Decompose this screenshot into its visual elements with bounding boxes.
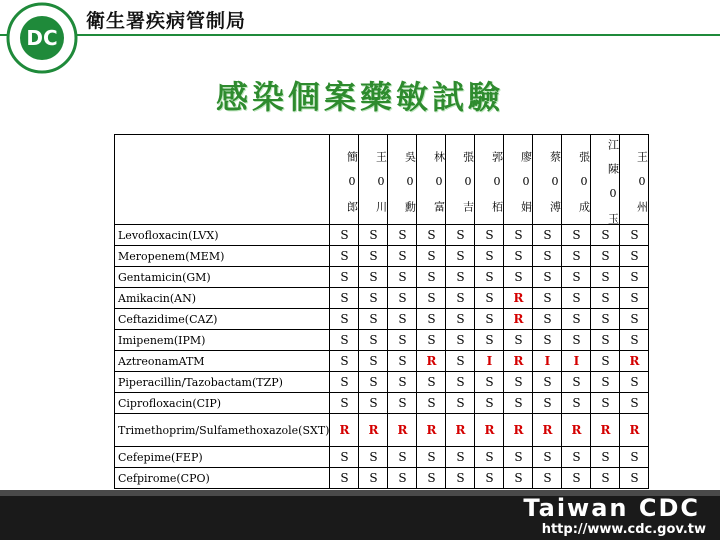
result-cell: S bbox=[359, 246, 388, 267]
result-cell: S bbox=[562, 267, 591, 288]
result-cell: S bbox=[388, 330, 417, 351]
drug-name-cell: Trimethoprim/Sulfamethoxazole(SXT) bbox=[115, 414, 330, 447]
result-cell: S bbox=[475, 447, 504, 468]
result-cell: S bbox=[359, 372, 388, 393]
result-cell: S bbox=[446, 447, 475, 468]
patient-header: 王 0 川 bbox=[359, 135, 388, 225]
table-row bbox=[115, 351, 649, 372]
result-cell: S bbox=[330, 309, 359, 330]
result-cell: S bbox=[475, 468, 504, 489]
table-row bbox=[115, 246, 649, 267]
result-cell: S bbox=[446, 225, 475, 246]
result-cell: S bbox=[620, 393, 649, 414]
patient-header: 簡 0 郎 bbox=[330, 135, 359, 225]
result-cell: S bbox=[359, 351, 388, 372]
result-cell: S bbox=[417, 468, 446, 489]
result-cell: R bbox=[504, 414, 533, 447]
result-cell: S bbox=[533, 330, 562, 351]
result-cell: S bbox=[591, 246, 620, 267]
table-row bbox=[115, 468, 649, 489]
result-cell: S bbox=[620, 246, 649, 267]
result-cell: S bbox=[359, 468, 388, 489]
table-row bbox=[115, 330, 649, 351]
drug-name-cell: Piperacillin/Tazobactam(TZP) bbox=[115, 372, 330, 393]
result-cell: S bbox=[388, 393, 417, 414]
result-cell: S bbox=[330, 468, 359, 489]
agency-name: 衛生署疾病管制局 bbox=[86, 10, 247, 32]
page-title: 感染個案藥敏試驗 bbox=[215, 78, 504, 116]
patient-header: 廖 0 娟 bbox=[504, 135, 533, 225]
result-cell: R bbox=[504, 351, 533, 372]
patient-header: 蔡 0 溥 bbox=[533, 135, 562, 225]
result-cell: S bbox=[562, 372, 591, 393]
result-cell: S bbox=[388, 246, 417, 267]
result-cell: S bbox=[533, 267, 562, 288]
result-cell: S bbox=[417, 267, 446, 288]
result-cell: S bbox=[504, 246, 533, 267]
drug-name-cell: Meropenem(MEM) bbox=[115, 246, 330, 267]
result-cell: S bbox=[446, 393, 475, 414]
result-cell: S bbox=[417, 372, 446, 393]
result-cell: S bbox=[533, 288, 562, 309]
result-cell: I bbox=[533, 351, 562, 372]
result-cell: S bbox=[591, 288, 620, 309]
result-cell: S bbox=[475, 372, 504, 393]
result-cell: S bbox=[620, 267, 649, 288]
result-cell: S bbox=[533, 372, 562, 393]
result-cell: R bbox=[533, 414, 562, 447]
result-cell: S bbox=[504, 447, 533, 468]
result-cell: S bbox=[359, 309, 388, 330]
patient-header: 林 0 富 bbox=[417, 135, 446, 225]
result-cell: S bbox=[330, 225, 359, 246]
result-cell: S bbox=[533, 447, 562, 468]
result-cell: I bbox=[475, 351, 504, 372]
table-header-row bbox=[115, 135, 649, 225]
result-cell: S bbox=[591, 330, 620, 351]
result-cell: S bbox=[446, 468, 475, 489]
result-cell: S bbox=[388, 351, 417, 372]
result-cell: S bbox=[591, 372, 620, 393]
result-cell: S bbox=[359, 288, 388, 309]
patient-header: 張 0 成 bbox=[562, 135, 591, 225]
result-cell: S bbox=[475, 393, 504, 414]
result-cell: S bbox=[359, 267, 388, 288]
result-cell: S bbox=[591, 447, 620, 468]
result-cell: S bbox=[620, 225, 649, 246]
drug-name-cell: Cefepime(FEP) bbox=[115, 447, 330, 468]
result-cell: S bbox=[388, 372, 417, 393]
drug-name-cell: Imipenem(IPM) bbox=[115, 330, 330, 351]
table-row bbox=[115, 267, 649, 288]
result-cell: S bbox=[562, 393, 591, 414]
result-cell: S bbox=[446, 246, 475, 267]
drug-name-cell: Amikacin(AN) bbox=[115, 288, 330, 309]
result-cell: S bbox=[620, 468, 649, 489]
result-cell: R bbox=[620, 351, 649, 372]
result-cell: S bbox=[475, 330, 504, 351]
result-cell: S bbox=[620, 288, 649, 309]
result-cell: S bbox=[359, 447, 388, 468]
result-cell: S bbox=[562, 225, 591, 246]
table-row bbox=[115, 372, 649, 393]
result-cell: S bbox=[504, 372, 533, 393]
result-cell: S bbox=[388, 447, 417, 468]
result-cell: S bbox=[533, 468, 562, 489]
result-cell: S bbox=[562, 288, 591, 309]
patient-header: 張 0 吉 bbox=[446, 135, 475, 225]
result-cell: S bbox=[533, 225, 562, 246]
result-cell: S bbox=[417, 393, 446, 414]
result-cell: S bbox=[446, 267, 475, 288]
patient-header: 郭 0 栢 bbox=[475, 135, 504, 225]
result-cell: S bbox=[475, 309, 504, 330]
result-cell: R bbox=[417, 414, 446, 447]
result-cell: S bbox=[330, 351, 359, 372]
result-cell: S bbox=[591, 267, 620, 288]
result-cell: R bbox=[504, 309, 533, 330]
result-cell: S bbox=[359, 225, 388, 246]
drug-name-cell: Ceftazidime(CAZ) bbox=[115, 309, 330, 330]
result-cell: S bbox=[533, 393, 562, 414]
table-row bbox=[115, 225, 649, 246]
result-cell: S bbox=[620, 372, 649, 393]
drug-name-cell: AztreonamATM bbox=[115, 351, 330, 372]
result-cell: S bbox=[417, 447, 446, 468]
result-cell: R bbox=[475, 414, 504, 447]
result-cell: I bbox=[562, 351, 591, 372]
drug-name-cell: Cefpirome(CPO) bbox=[115, 468, 330, 489]
result-cell: S bbox=[446, 372, 475, 393]
result-cell: S bbox=[562, 468, 591, 489]
cdc-logo bbox=[6, 2, 78, 74]
result-cell: S bbox=[388, 288, 417, 309]
result-cell: S bbox=[620, 330, 649, 351]
result-cell: R bbox=[504, 288, 533, 309]
result-cell: S bbox=[417, 330, 446, 351]
result-cell: S bbox=[504, 393, 533, 414]
result-cell: S bbox=[388, 468, 417, 489]
result-cell: S bbox=[562, 246, 591, 267]
drug-name-cell: Gentamicin(GM) bbox=[115, 267, 330, 288]
patient-header: 江 陳 0 玉 bbox=[591, 135, 620, 225]
result-cell: R bbox=[388, 414, 417, 447]
result-cell: S bbox=[417, 225, 446, 246]
result-cell: S bbox=[591, 309, 620, 330]
footer-bar bbox=[0, 496, 720, 540]
result-cell: S bbox=[475, 225, 504, 246]
result-cell: S bbox=[620, 309, 649, 330]
result-cell: S bbox=[330, 267, 359, 288]
result-cell: S bbox=[330, 393, 359, 414]
result-cell: S bbox=[591, 393, 620, 414]
result-cell: S bbox=[475, 246, 504, 267]
result-cell: S bbox=[504, 267, 533, 288]
result-cell: S bbox=[562, 330, 591, 351]
result-cell: S bbox=[533, 309, 562, 330]
result-cell: S bbox=[330, 372, 359, 393]
result-cell: R bbox=[446, 414, 475, 447]
result-cell: S bbox=[417, 246, 446, 267]
result-cell: R bbox=[359, 414, 388, 447]
result-cell: R bbox=[562, 414, 591, 447]
result-cell: S bbox=[591, 225, 620, 246]
drug-name-cell: Ciprofloxacin(CIP) bbox=[115, 393, 330, 414]
result-cell: S bbox=[504, 468, 533, 489]
result-cell: S bbox=[446, 288, 475, 309]
result-cell: S bbox=[475, 267, 504, 288]
result-cell: S bbox=[446, 351, 475, 372]
result-cell: S bbox=[504, 330, 533, 351]
table-row bbox=[115, 393, 649, 414]
result-cell: S bbox=[330, 447, 359, 468]
result-cell: R bbox=[591, 414, 620, 447]
result-cell: S bbox=[620, 447, 649, 468]
result-cell: S bbox=[388, 267, 417, 288]
result-cell: S bbox=[359, 330, 388, 351]
result-cell: S bbox=[562, 447, 591, 468]
table-row bbox=[115, 414, 649, 447]
table-row bbox=[115, 447, 649, 468]
patient-header: 吳 0 勳 bbox=[388, 135, 417, 225]
result-cell: S bbox=[417, 288, 446, 309]
patient-header: 王 0 州 bbox=[620, 135, 649, 225]
header-corner-cell bbox=[115, 135, 330, 225]
result-cell: S bbox=[330, 288, 359, 309]
result-cell: R bbox=[330, 414, 359, 447]
result-cell: S bbox=[591, 468, 620, 489]
result-cell: R bbox=[620, 414, 649, 447]
result-cell: S bbox=[446, 309, 475, 330]
logo-text: DC bbox=[26, 26, 58, 50]
result-cell: S bbox=[330, 330, 359, 351]
result-cell: S bbox=[591, 351, 620, 372]
result-cell: S bbox=[446, 330, 475, 351]
result-cell: S bbox=[504, 225, 533, 246]
result-cell: S bbox=[417, 309, 446, 330]
result-cell: S bbox=[533, 246, 562, 267]
result-cell: S bbox=[388, 309, 417, 330]
result-cell: S bbox=[388, 225, 417, 246]
result-cell: S bbox=[359, 393, 388, 414]
result-cell: S bbox=[330, 246, 359, 267]
susceptibility-table bbox=[114, 134, 649, 489]
table-row bbox=[115, 309, 649, 330]
footer-url[interactable]: http://www.cdc.gov.tw bbox=[541, 522, 706, 537]
drug-name-cell: Levofloxacin(LVX) bbox=[115, 225, 330, 246]
footer-brand: Taiwan CDC bbox=[523, 494, 700, 522]
result-cell: R bbox=[417, 351, 446, 372]
result-cell: S bbox=[475, 288, 504, 309]
table-row bbox=[115, 288, 649, 309]
result-cell: S bbox=[562, 309, 591, 330]
